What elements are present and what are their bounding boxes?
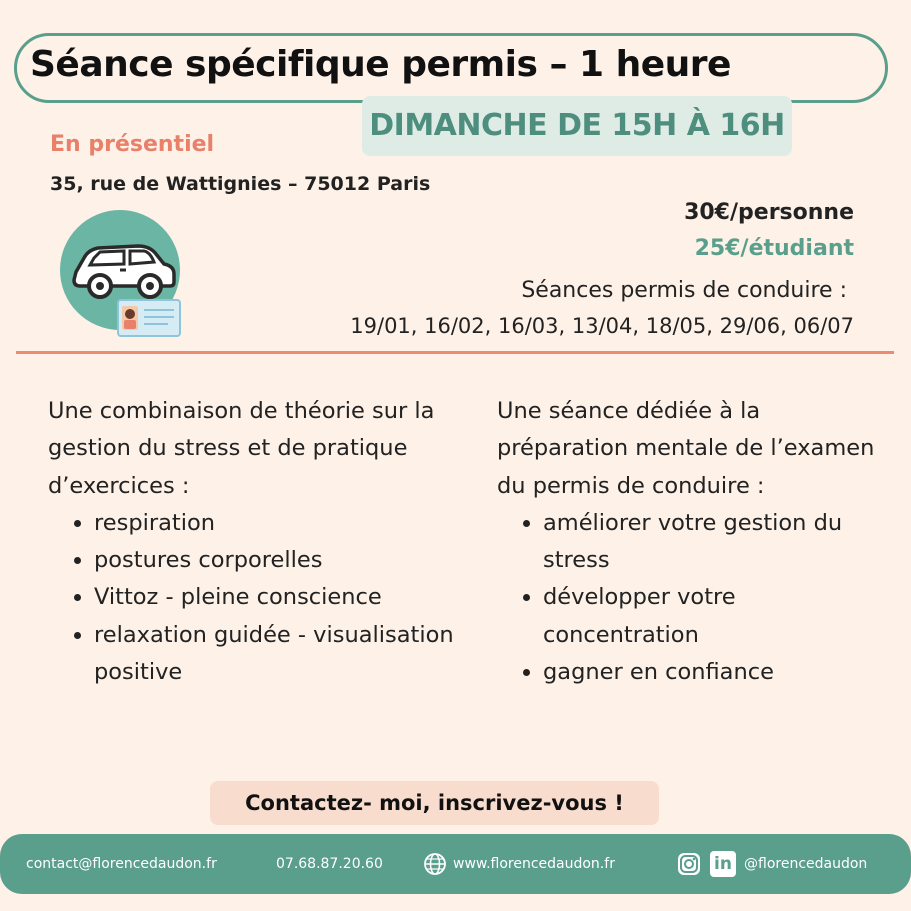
list-item: • postures corporelles [94, 542, 458, 579]
footer-bar [0, 834, 911, 894]
section-divider [16, 351, 894, 354]
car-license-illustration-icon [60, 210, 190, 340]
mental-prep-column [497, 393, 892, 691]
linkedin-icon[interactable]: in [710, 851, 736, 877]
list-item: • respiration [94, 505, 458, 542]
left-list [48, 505, 458, 691]
footer-social [676, 834, 867, 894]
globe-icon [423, 852, 447, 876]
list-item: • améliorer votre gestion du stress [543, 505, 892, 580]
footer-email-link[interactable]: contact@florencedaudon.fr [26, 856, 217, 872]
price-student: 25€/étudiant [694, 236, 854, 261]
session-mode: En présentiel [50, 132, 215, 157]
day-time-badge: DIMANCHE DE 15H À 16H [362, 96, 792, 156]
address: 35, rue de Wattignies – 75012 Paris [50, 173, 431, 195]
schedule-dates: 19/01, 16/02, 16/03, 13/04, 18/05, 29/06, 06/07 [350, 314, 854, 338]
left-intro: Une combinaison de théorie sur la gestion du stress et de pratique d’exercices : [48, 398, 435, 499]
list-item: • développer votre concentration [543, 579, 892, 654]
social-handle[interactable]: @florencedaudon [744, 856, 868, 872]
footer-phone[interactable]: 07.68.87.20.60 [276, 856, 383, 872]
footer-website-link[interactable] [423, 834, 615, 894]
right-intro: Une séance dédiée à la préparation mentale de l’examen du permis de conduire : [497, 398, 875, 499]
instagram-icon[interactable] [676, 851, 702, 877]
page-title: Séance spécifique permis – 1 heure [30, 44, 731, 85]
list-item: • gagner en confiance [543, 654, 892, 691]
theory-practice-column [48, 393, 458, 691]
price-standard: 30€/personne [684, 200, 854, 225]
schedule-label: Séances permis de conduire : [521, 278, 847, 303]
list-item: • relaxation guidée - visualisation positive [94, 617, 458, 692]
right-list [497, 505, 892, 691]
website-label: www.florencedaudon.fr [453, 856, 615, 872]
list-item: • Vittoz - pleine conscience [94, 579, 458, 616]
contact-cta-button[interactable]: Contactez- moi, inscrivez-vous ! [210, 781, 659, 825]
